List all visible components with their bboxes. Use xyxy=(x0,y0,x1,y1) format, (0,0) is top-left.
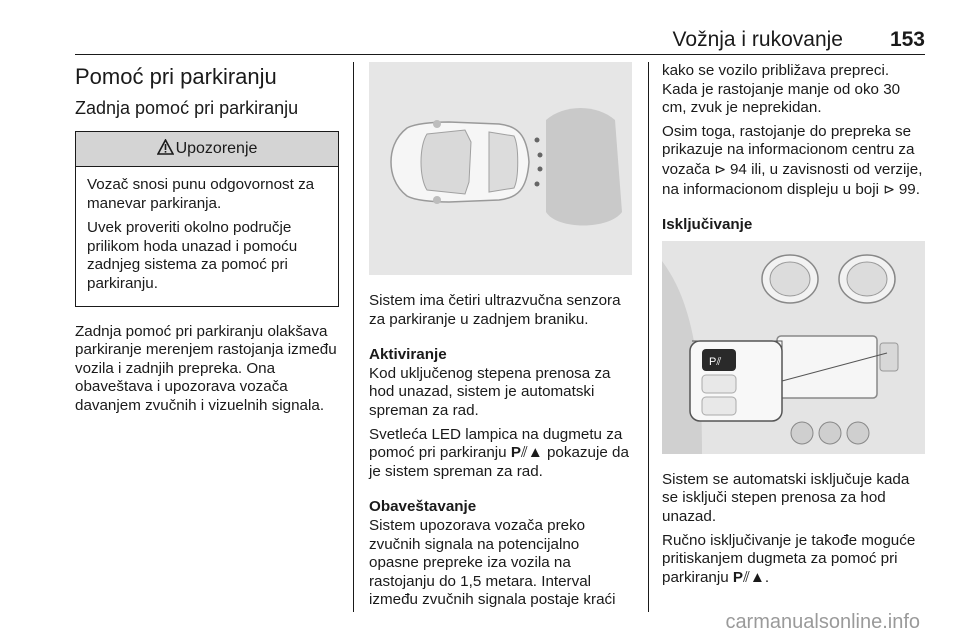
svg-text:P⫽: P⫽ xyxy=(709,355,722,368)
dashboard-button-illustration xyxy=(662,241,925,454)
body-paragraph: Zadnja pomoć pri parkiranju olakšava parkiranje merenjem rastojanja između vozila i zadnjih prepreka. Ona obaveštava i upozorava vozača davanjem zvučnih i vizuelnih signala. xyxy=(75,322,337,414)
column-divider xyxy=(648,62,649,612)
warning-box xyxy=(75,131,339,307)
body-paragraph: Sistem ima četiri ultrazvučna senzora za parkiranje u zadnjem braniku. xyxy=(369,292,621,328)
chapter-title: Vožnja i rukovanje xyxy=(672,28,843,51)
warning-body xyxy=(76,167,338,306)
page-header xyxy=(75,28,925,55)
body-paragraph: Sistem se automatski isključuje kada se isključi stepen prenosa za hod unazad. xyxy=(662,470,910,525)
section-title: Pomoć pri parkiranju xyxy=(75,64,277,89)
watermark: carmanualsonline.info xyxy=(725,611,920,633)
sensor-waves-icon: ⫽▲ xyxy=(743,568,765,586)
cross-reference-icon: ⊳ xyxy=(883,180,899,197)
column-3 xyxy=(662,62,926,592)
page-reference: 94 xyxy=(729,160,747,178)
column-2 xyxy=(369,62,633,615)
car-sensor-illustration xyxy=(369,62,632,275)
body-paragraph: Osim toga, rastojanje do prepreka se prikazuje na informacionom centru za vozača ⊳ 94 ili, u zavisnosti od verzije, na informacionom displeju u boji ⊳ 99. xyxy=(662,122,923,198)
subheading-notification: Obaveštavanje xyxy=(369,498,477,516)
parking-assist-icon: P xyxy=(732,568,744,586)
column-1 xyxy=(75,62,339,421)
warning-header xyxy=(76,132,338,167)
subheading-activation: Aktiviranje xyxy=(369,346,447,364)
warning-text: Vozač snosi punu odgovornost za manevar parkiranja. xyxy=(87,176,315,212)
warning-icon xyxy=(157,139,174,155)
sensor-waves-icon: ⫽▲ xyxy=(520,444,543,462)
cross-reference-icon: ⊳ xyxy=(714,160,730,177)
body-paragraph: Kod uključenog stepena prenosa za hod unazad, sistem je automatski spreman za rad. xyxy=(369,364,611,419)
parking-assist-icon: P xyxy=(510,444,521,462)
page-reference: 99 xyxy=(898,180,916,198)
subheading-deactivation: Isključivanje xyxy=(662,216,753,234)
warning-title: Upozorenje xyxy=(175,140,258,157)
body-paragraph: Svetleća LED lampica na dugmetu za pomoć pri parkiranju P⫽▲ pokazuje da je sistem spreman za rad. xyxy=(369,425,629,480)
subsection-title: Zadnja pomoć pri parkiranju xyxy=(75,98,299,118)
body-paragraph: kako se vozilo približava prepreci. Kada je rastojanje manje od oko 30 cm, zvuk je neprekidan. xyxy=(662,62,901,117)
warning-text: Uvek proveriti okolno područje prilikom hoda unazad i pomoću zadnjeg sistema za pomoć pri parkiranju. xyxy=(87,219,298,292)
page-number: 153 xyxy=(889,28,925,51)
body-paragraph: Ručno isključivanje je takođe moguće pritiskanjem dugmeta za pomoć pri parkiranju P⫽▲. xyxy=(662,531,916,586)
body-paragraph: Sistem upozorava vozača preko zvučnih signala na potencijalno opasne prepreke iza vozila na rastojanju do 1,5 metara. Interval između zvučnih signala postaje kraći xyxy=(369,516,616,609)
column-divider xyxy=(353,62,354,612)
